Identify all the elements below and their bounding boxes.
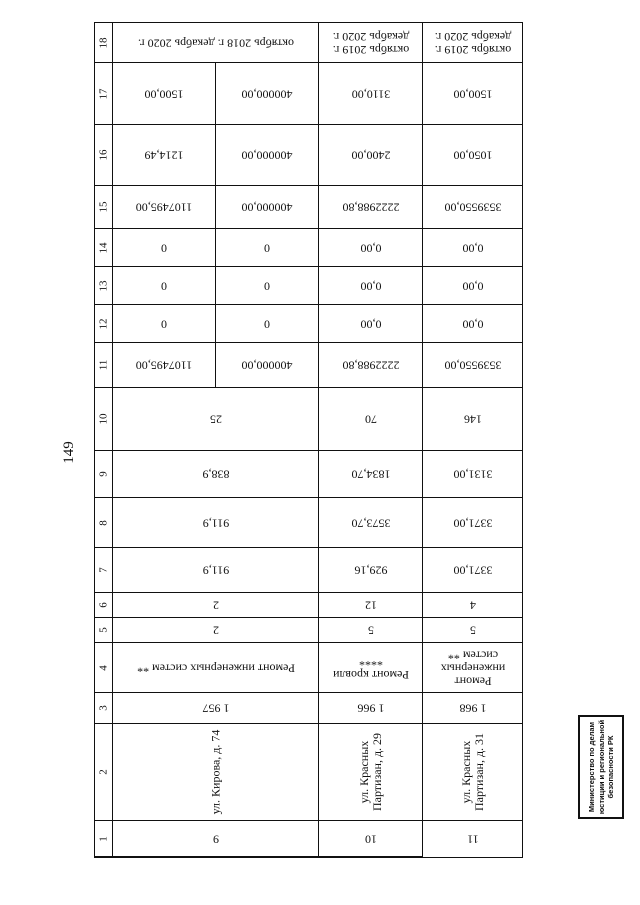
- row-10-c12: 0,00: [319, 305, 423, 343]
- row-9-c12a: 0: [216, 305, 319, 343]
- header-cell-6: 6: [95, 593, 113, 618]
- row-11-c7: 3371,00: [423, 548, 522, 593]
- row-9-year: 1 957: [113, 693, 319, 724]
- row-10-c11: 2222988,80: [319, 343, 423, 388]
- row-10-c7: 929,16: [319, 548, 423, 593]
- header-cell-5: 5: [95, 618, 113, 643]
- row-10-c5: 5: [319, 618, 423, 643]
- row-10-address: ул. Красных Партизан, д. 29: [319, 724, 423, 821]
- row-11-work: Ремонт инженерных систем **: [423, 643, 522, 693]
- header-cell-8: 8: [95, 498, 113, 548]
- header-cell-13: 13: [95, 267, 113, 305]
- header-cell-14: 14: [95, 229, 113, 267]
- header-cell-7: 7: [95, 548, 113, 593]
- row-10-c17: 3110,00: [319, 63, 423, 125]
- row-9-c17a: 400000,00: [216, 63, 319, 125]
- row-9-c16b: 1214,49: [113, 125, 216, 186]
- row-10-c8: 3573,70: [319, 498, 423, 548]
- row-11-c8: 3371,00: [423, 498, 522, 548]
- row-9-c13a: 0: [216, 267, 319, 305]
- row-11-c14: 0,00: [423, 229, 522, 267]
- header-cell-3: 3: [95, 693, 113, 724]
- header-cell-15: 15: [95, 186, 113, 229]
- row-10-c9: 1834,70: [319, 451, 423, 498]
- row-9-c6: 2: [113, 593, 319, 618]
- row-9-c11a: 400000,00: [216, 343, 319, 388]
- row-9-number: 9: [113, 821, 319, 857]
- row-9-period: октябрь 2018 г. декабрь 2020 г.: [113, 23, 319, 63]
- header-cell-11: 11: [95, 343, 113, 388]
- row-9-c15a: 400000,00: [216, 186, 319, 229]
- row-11-c15: 3539550,00: [423, 186, 522, 229]
- row-11-year: 1 968: [423, 693, 522, 724]
- header-cell-17: 17: [95, 63, 113, 125]
- row-10-number: 10: [319, 821, 423, 857]
- row-9-c9: 838,9: [113, 451, 319, 498]
- row-9-work: Ремонт инженерных систем **: [113, 643, 319, 693]
- row-9-c8: 911,9: [113, 498, 319, 548]
- row-10-period: октябрь 2019 г. декабрь 2020 г.: [319, 23, 423, 63]
- row-11-c17: 1500,00: [423, 63, 522, 125]
- row-11-c10: 146: [423, 388, 522, 451]
- header-cell-1: 1: [95, 821, 113, 857]
- row-10-c6: 12: [319, 593, 423, 618]
- header-cell-18: 18: [95, 23, 113, 63]
- row-11-period: октябрь 2019 г. декабрь 2020 г.: [423, 23, 522, 63]
- header-cell-10: 10: [95, 388, 113, 451]
- row-10-c10: 70: [319, 388, 423, 451]
- row-11-c16: 1050,00: [423, 125, 522, 186]
- row-10-c14: 0,00: [319, 229, 423, 267]
- row-9-c11b: 1107495,00: [113, 343, 216, 388]
- page-number: 149: [60, 441, 77, 464]
- row-10-work: Ремонт кровли ****: [319, 643, 423, 693]
- row-9-c5: 2: [113, 618, 319, 643]
- data-table: [94, 22, 523, 858]
- row-9-c14b: 0: [113, 229, 216, 267]
- row-9-c13b: 0: [113, 267, 216, 305]
- row-11-c6: 4: [423, 593, 522, 618]
- header-cell-9: 9: [95, 451, 113, 498]
- row-10-c13: 0,00: [319, 267, 423, 305]
- row-10-year: 1 966: [319, 693, 423, 724]
- header-cell-16: 16: [95, 125, 113, 186]
- header-cell-2: 2: [95, 724, 113, 821]
- stamp-text: Министерство по делам юстиции и региональной безопасности РК: [586, 719, 615, 815]
- row-9-c16a: 400000,00: [216, 125, 319, 186]
- row-9-c17b: 1500,00: [113, 63, 216, 125]
- row-9-c12b: 0: [113, 305, 216, 343]
- row-9-c15b: 1107495,00: [113, 186, 216, 229]
- ministry-stamp: [578, 715, 624, 819]
- row-11-c13: 0,00: [423, 267, 522, 305]
- row-9-address: ул. Кирова, д. 74: [113, 724, 319, 821]
- row-11-address: ул. Красных Партизан, д. 31: [423, 724, 522, 821]
- header-cell-4: 4: [95, 643, 113, 693]
- row-11-c11: 3539550,00: [423, 343, 522, 388]
- row-9-c10: 25: [113, 388, 319, 451]
- row-11-number: 11: [466, 832, 479, 847]
- row-10-c16: 2400,00: [319, 125, 423, 186]
- row-11-c9: 3131,00: [423, 451, 522, 498]
- row-10-c15: 2222988,80: [319, 186, 423, 229]
- row-9-c7: 911,9: [113, 548, 319, 593]
- row-11-c12: 0,00: [423, 305, 522, 343]
- header-cell-12: 12: [95, 305, 113, 343]
- row-11-c5: 5: [423, 618, 522, 643]
- row-9-c14a: 0: [216, 229, 319, 267]
